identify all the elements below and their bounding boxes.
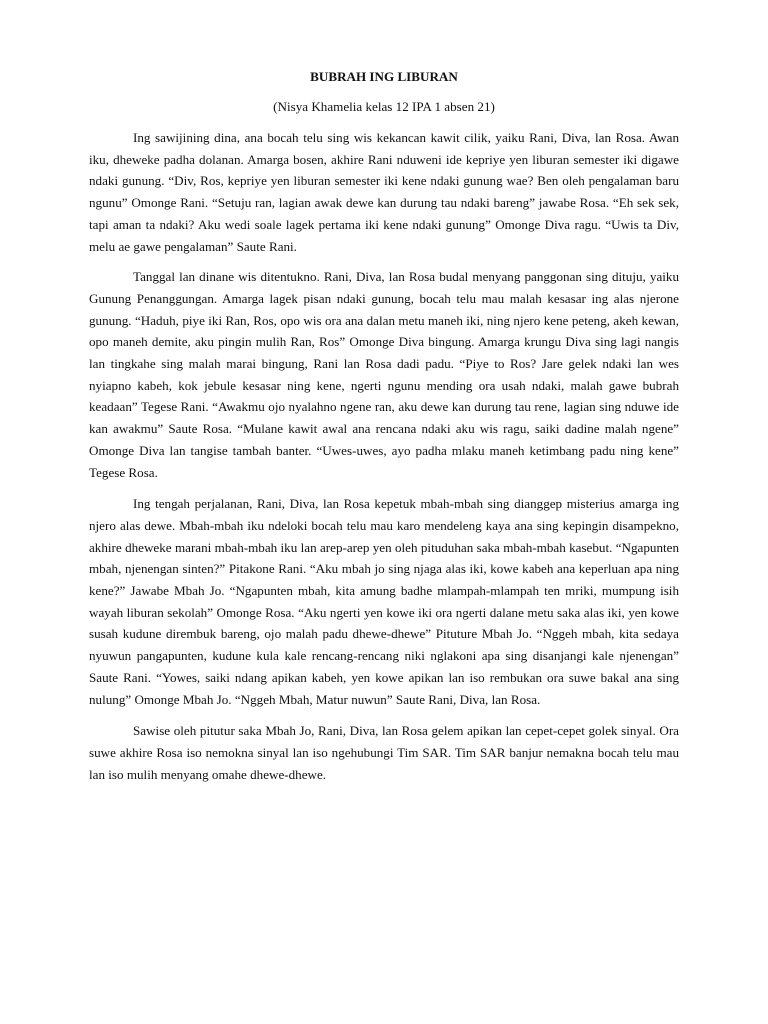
document-title: BUBRAH ING LIBURAN bbox=[310, 69, 458, 84]
paragraph-1: Ing sawijining dina, ana bocah telu sing wis kekancan kawit cilik, yaiku Rani, Diva, lan Rosa. Awan iku, dheweke padha dolanan. Amarga bosen, akhire Rani nduweni ide kepriye yen liburan semester iki digawe ndaki gunung. “Div, Ros, kepriye yen liburan semester iki kene ndaki gunung wae? Ben oleh pengalaman baru ngunu” Omonge Rani. “Setuju ran, lagian awak dewe kan durung tau ndaki bareng” jawabe Rosa. “Eh sek sek, tapi aman ta ndaki? Aku wedi soale lagek pertama iki kene ndaki gunung” Omonge Diva ragu. “Uwis ta Div, melu ae gawe pengalaman” Saute Rani. bbox=[89, 130, 679, 254]
author-line: (Nisya Khamelia kelas 12 IPA 1 absen 21) bbox=[273, 99, 495, 114]
paragraph-3: Ing tengah perjalanan, Rani, Diva, lan Rosa kepetuk mbah-mbah sing dianggep misterius amarga ing njero alas dewe. Mbah-mbah iku ndeloki bocah telu mau karo mendeleng kaya ana sing kepingin disampekno, akhire dheweke marani mbah-mbah iku lan arep-arep yen oleh pituduhan saka mbah-mbah kasebut. “Ngapunten mbah, njenengan sinten?” Pitakone Rani. “Aku mbah jo sing njaga alas iki, kowe kabeh ana keperluan apa ning kene?” Jawabe Mbah Jo. “Ngapunten mbah, kita amung badhe mlampah-mlampah ten mriki, mumpung isih wayah liburan sekolah” Omonge Rosa. “Aku ngerti yen kowe iki ora ngerti dalane metu saka alas iki, yen kowe susah kudune dirembuk bareng, ojo malah padu dhewe-dhewe” Pituture Mbah Jo. “Nggeh mbah, kita sedaya nyuwun pangapunten, kudune kula kale rencang-rencang niki nglakoni apa sing disanjangi kale njenengan” Saute Rani. “Yowes, saiki ndang apikan kabeh, yen kowe apikan lan iso rembukan ora suwe bakal ana sing nulung” Omonge Mbah Jo. “Nggeh Mbah, Matur nuwun” Saute Rani, Diva, lan Rosa. bbox=[89, 496, 679, 707]
paragraph-4: Sawise oleh pitutur saka Mbah Jo, Rani, Diva, lan Rosa gelem apikan lan cepet-cepet golek sinyal. Ora suwe akhire Rosa iso nemokna sinyal lan iso ngehubungi Tim SAR. Tim SAR banjur nemakna bocah telu mau lan iso mulih menyang omahe dhewe-dhewe. bbox=[89, 723, 679, 782]
document-page bbox=[89, 62, 679, 785]
paragraph-2: Tanggal lan dinane wis ditentukno. Rani, Diva, lan Rosa budal menyang panggonan sing dituju, yaiku Gunung Penanggungan. Amarga lagek pisan ndaki gunung, bocah telu mau malah kesasar ing alas njerone gunung. “Haduh, piye iki Ran, Ros, opo wis ora ana dalan metu maneh iki, ning njero kene peteng, akeh kewan, opo maneh demite, aku pingin mulih Ran, Ros” Omonge Diva bingung. Amarga krungu Diva sing lagi nangis lan tingkahe sing malah marai bingung, Rani lan Rosa dadi padu. “Piye to Ros? Jare gelek ndaki lan wes nyiapno kabeh, kok jebule kesasar ning kene, ngerti ngunu mending ora usah ndaki, malah gawe bubrah keadaan” Tegese Rani. “Awakmu ojo nyalahno ngene ran, aku dewe kan durung tau rene, lagian sing nduwe ide kan awakmu” Saute Rosa. “Mulane kawit awal ana rencana ndaki aku wis ragu, saiki dadine malah ngene” Omonge Diva lan tangise tambah banter. “Uwes-uwes, ayo padha mlaku maneh ketimbang padu ning kene” Tegese Rosa. bbox=[89, 269, 679, 480]
